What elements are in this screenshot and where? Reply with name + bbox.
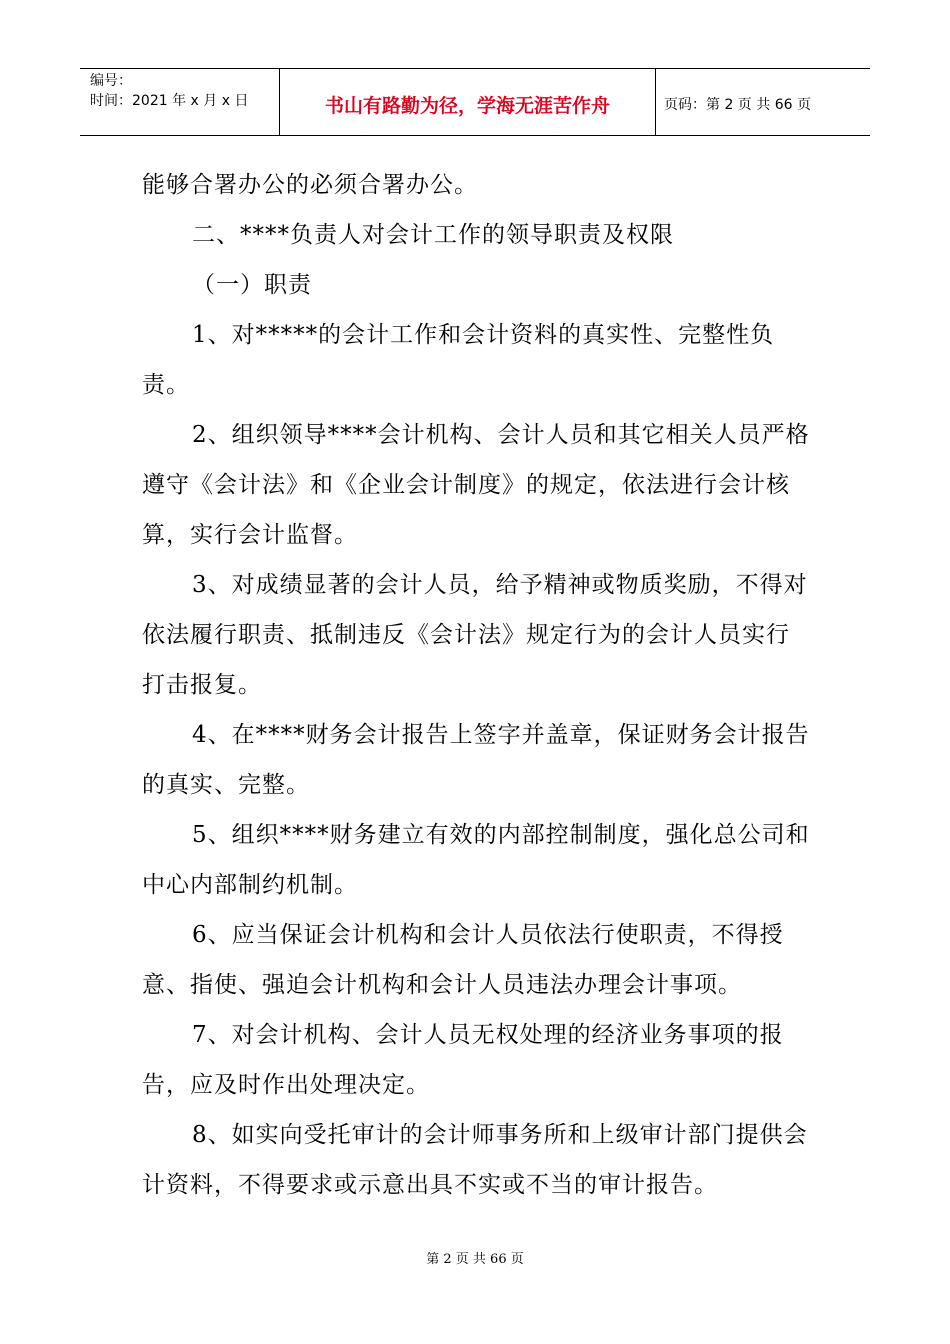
- paragraph: 能够合署办公的必须合署办公。: [142, 172, 478, 198]
- list-item: 3、对成绩显著的会计人员，给予精神或物质奖励，不得对依法履行职责、抵制违反《会计法》规定行为的会计人员实行打击报复。: [142, 572, 808, 698]
- list-item: 6、应当保证会计机构和会计人员依法行使职责，不得授意、指使、强迫会计机构和会计人员违法办理会计事项。: [142, 922, 784, 998]
- time-label: 时间：2021 年 x 月 x 日: [90, 93, 249, 109]
- section-heading: 二、****负责人对会计工作的领导职责及权限: [192, 222, 674, 248]
- page-header: [80, 68, 870, 136]
- list-item: 4、在****财务会计报告上签字并盖章，保证财务会计报告的真实、完整。: [142, 722, 810, 798]
- page-footer: 第 2 页 共 66 页: [426, 1252, 524, 1267]
- list-item: 7、对会计机构、会计人员无权处理的经济业务事项的报告，应及时作出处理决定。: [142, 1022, 784, 1098]
- list-item: 8、如实向受托审计的会计师事务所和上级审计部门提供会计资料，不得要求或示意出具不实或不当的审计报告。: [142, 1122, 808, 1198]
- header-motto: 书山有路勤为径，学海无涯苦作舟: [280, 69, 656, 135]
- list-item: 5、组织****财务建立有效的内部控制制度，强化总公司和中心内部制约机制。: [142, 822, 810, 898]
- list-item: 1、对*****的会计工作和会计资料的真实性、完整性负责。: [142, 322, 775, 398]
- list-item: 2、组织领导****会计机构、会计人员和其它相关人员严格遵守《会计法》和《企业会计制度》的规定，依法进行会计核算，实行会计监督。: [142, 422, 810, 548]
- header-page-info: 页码：第 2 页 共 66 页: [664, 97, 811, 113]
- number-label: 编号：: [90, 73, 132, 89]
- header-meta: [80, 69, 280, 135]
- subsection-heading: （一）职责: [192, 272, 312, 298]
- document-body: [142, 160, 812, 1210]
